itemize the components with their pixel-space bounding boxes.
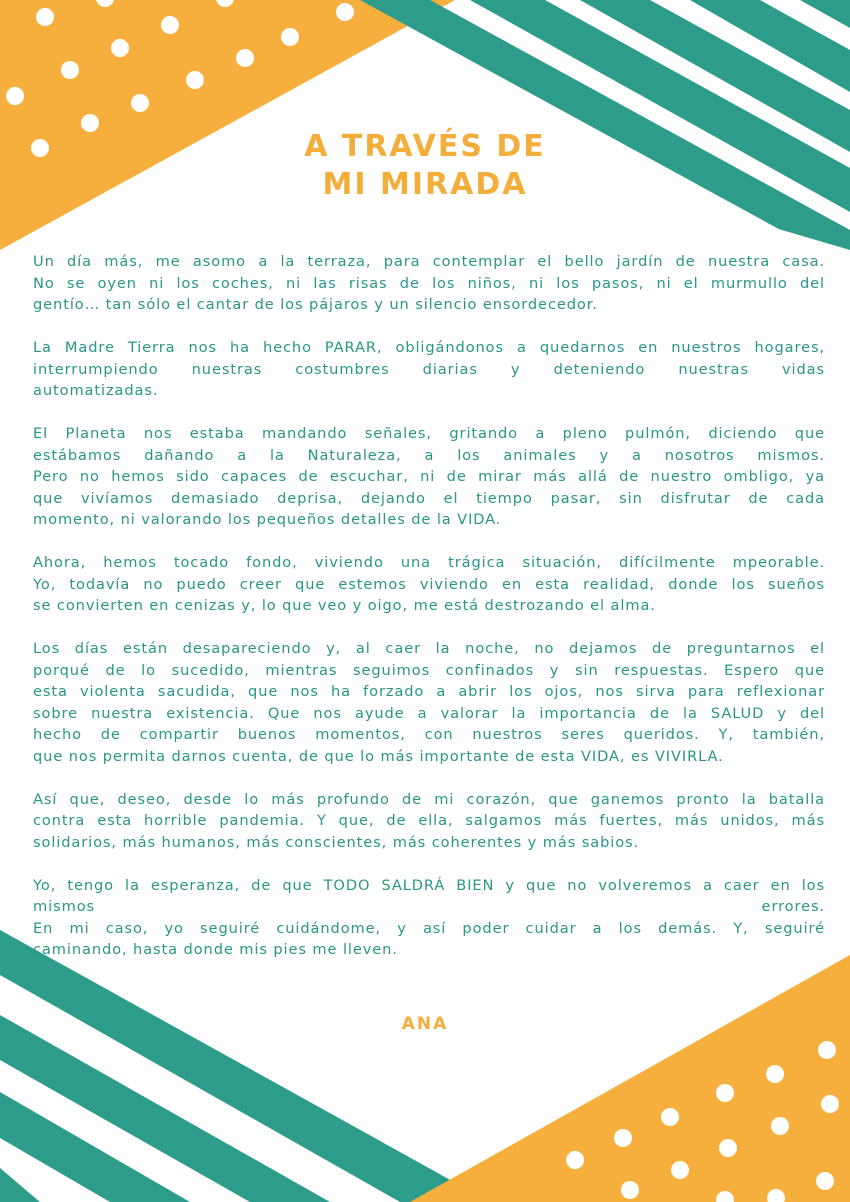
signature: ANA bbox=[401, 1014, 449, 1034]
dot bbox=[614, 1129, 632, 1147]
text-line: Yo, tengo la esperanza, de que TODO SALDRÁ BIEN y que no volveremos a caer en los bbox=[33, 876, 825, 894]
text-line: Así que, deseo, desde lo más profundo de mi corazón, que ganemos pronto la batalla bbox=[33, 790, 825, 808]
dot bbox=[621, 1181, 639, 1199]
text-line: El Planeta nos estaba mandando señales, gritando a pleno pulmón, diciendo que bbox=[33, 425, 825, 442]
paragraph bbox=[33, 251, 825, 316]
text-line: La Madre Tierra nos ha hecho PARAR, obligándonos a quedarnos en nuestros hogares, bbox=[33, 339, 825, 356]
paragraph bbox=[33, 337, 825, 402]
text-line: Pero no hemos sido capaces de escuchar, ni de mirar más allá de nuestro ombligo, ya bbox=[33, 468, 825, 485]
text-line: estábamos dañando a la Naturaleza, a los animales y a nosotros mismos. bbox=[33, 446, 825, 464]
text-line: No se oyen ni los coches, ni las risas de los niños, ni los pasos, ni el murmullo del bbox=[33, 274, 825, 292]
letter-body bbox=[33, 251, 825, 982]
dot bbox=[661, 1108, 679, 1126]
text-line: Ahora, hemos tocado fondo, viviendo una trágica situación, difícilmente mpeorable. bbox=[33, 554, 825, 571]
dot bbox=[716, 1084, 734, 1102]
text-line: gentío… tan sólo el cantar de los pájaros y un silencio ensordecedor. bbox=[33, 296, 598, 313]
text-line: que vivíamos demasiado deprisa, dejando el tiempo pasar, sin disfrutar de cada bbox=[33, 489, 825, 507]
dot bbox=[818, 1041, 836, 1059]
bottom-right-orange-triangle bbox=[410, 955, 850, 1202]
text-line: porqué de lo sucedido, mientras seguimos confinados y sin respuestas. Espero que bbox=[33, 661, 825, 679]
text-line: hecho de compartir buenos momentos, con nuestros seres queridos. Y, también, bbox=[33, 726, 825, 743]
paragraph bbox=[33, 875, 825, 961]
text-line: Los días están desapareciendo y, al caer la noche, no dejamos de preguntarnos el bbox=[33, 640, 825, 657]
page-title bbox=[0, 128, 850, 204]
paragraph bbox=[33, 423, 825, 531]
text-line: Yo, todavía no puedo creer que estemos viviendo en esta realidad, donde los sueños bbox=[33, 575, 825, 593]
dot bbox=[236, 49, 254, 67]
text-line: contra esta horrible pandemia. Y que, de ella, salgamos más fuertes, más unidos, más bbox=[33, 812, 825, 829]
paragraph bbox=[33, 638, 825, 767]
dot bbox=[719, 1139, 737, 1157]
dot bbox=[131, 94, 149, 112]
dot bbox=[6, 87, 24, 105]
dot bbox=[161, 16, 179, 34]
dot bbox=[36, 8, 54, 26]
dot bbox=[186, 71, 204, 89]
dot bbox=[61, 61, 79, 79]
text-line: sobre nuestra existencia. Que nos ayude a valorar la importancia de la SALUD y del bbox=[33, 704, 825, 722]
dot bbox=[671, 1161, 689, 1179]
text-line: interrumpiendo nuestras costumbres diarias y deteniendo nuestras vidas bbox=[33, 360, 825, 378]
dot bbox=[111, 39, 129, 57]
text-line: solidarios, más humanos, más conscientes, más coherentes y más sabios. bbox=[33, 833, 640, 851]
text-line: mismos errores. bbox=[33, 898, 825, 915]
top-left-orange-triangle bbox=[0, 0, 455, 250]
paragraph bbox=[33, 789, 825, 854]
title-line-2: MI MIRADA bbox=[322, 167, 528, 202]
text-line: se convierten en cenizas y, lo que veo y oigo, me está destrozando el alma. bbox=[33, 597, 656, 614]
dot bbox=[771, 1117, 789, 1135]
text-line: caminando, hasta donde mis pies me lleven. bbox=[33, 941, 398, 958]
text-line: esta violenta sacudida, que nos ha forzado a abrir los ojos, nos sirva para reflexionar bbox=[33, 683, 825, 700]
paragraph bbox=[33, 552, 825, 617]
dot bbox=[766, 1065, 784, 1083]
dot bbox=[336, 3, 354, 21]
title-line-1: A TRAVÉS DE bbox=[304, 129, 546, 164]
text-line: En mi caso, yo seguiré cuidándome, y así poder cuidar a los demás. Y, seguiré bbox=[33, 919, 825, 937]
dot bbox=[816, 1172, 834, 1190]
dot bbox=[281, 28, 299, 46]
dot bbox=[566, 1151, 584, 1169]
text-line: que nos permita darnos cuenta, de que lo más importante de esta VIDA, es VIVIRLA. bbox=[33, 747, 724, 765]
text-line: automatizadas. bbox=[33, 382, 159, 399]
text-line: momento, ni valorando los pequeños detalles de la VIDA. bbox=[33, 511, 502, 528]
text-line: Un día más, me asomo a la terraza, para contemplar el bello jardín de nuestra casa. bbox=[33, 253, 825, 270]
dot bbox=[821, 1095, 839, 1113]
